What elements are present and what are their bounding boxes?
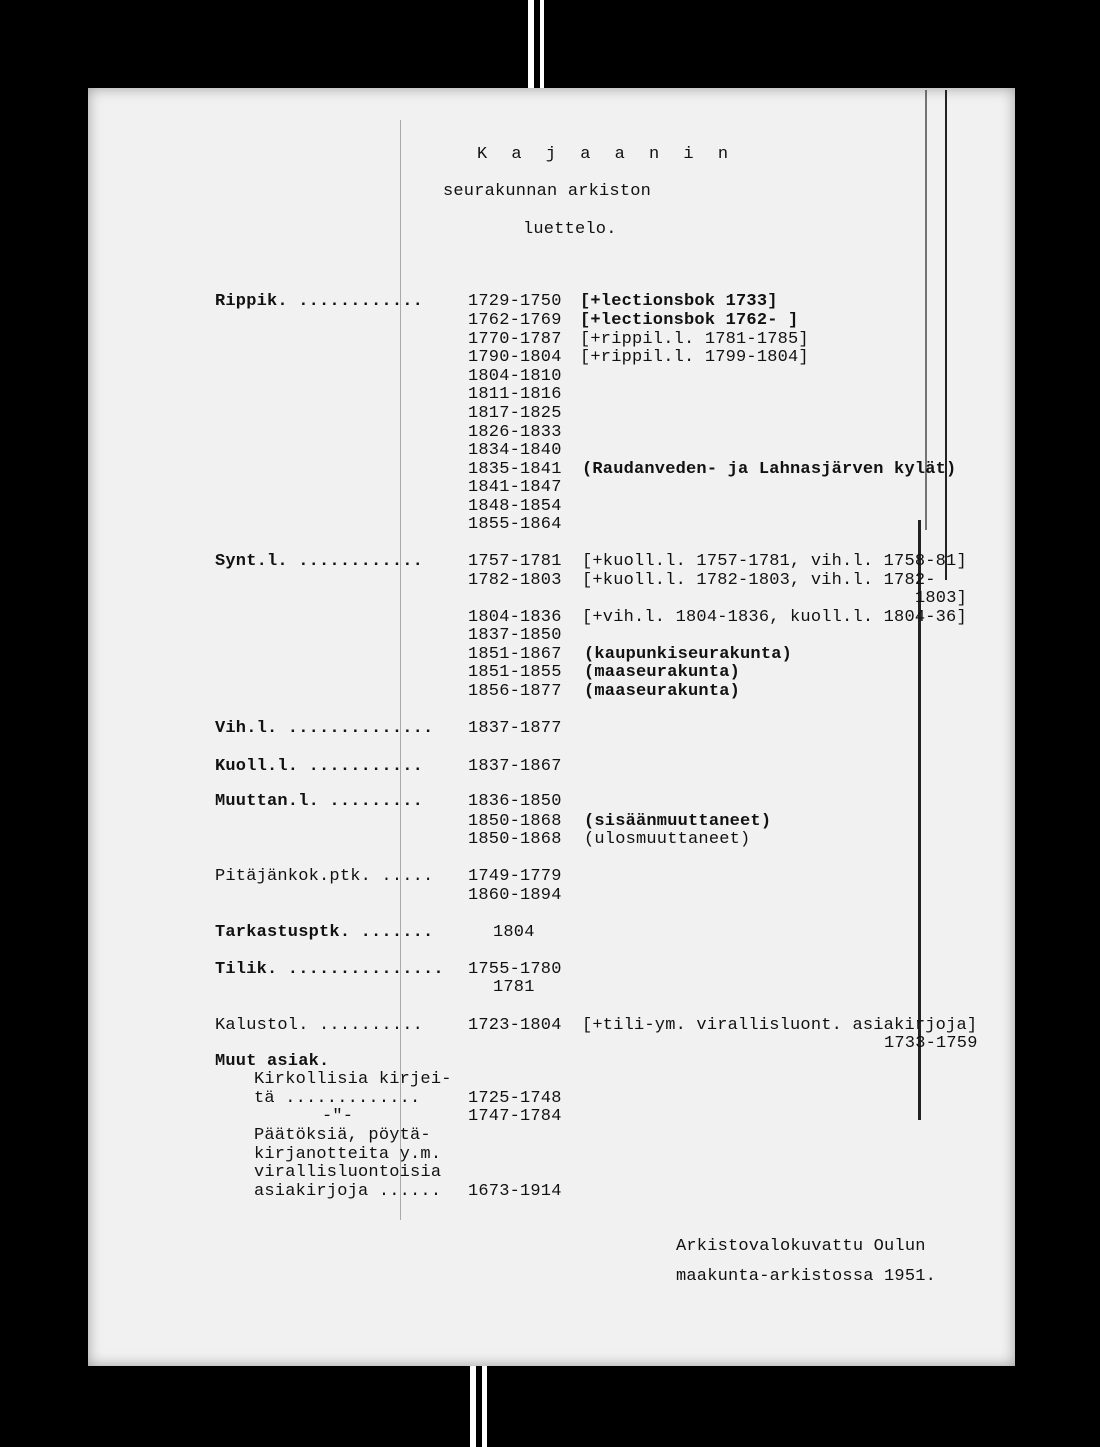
page-subtitle-2: luettelo. — [523, 220, 617, 239]
year-range: 1770-1787 — [468, 330, 562, 349]
year-range: 1804-1836 — [468, 608, 562, 627]
year-range: 1851-1867 — [468, 645, 562, 664]
entry-note: (sisäänmuuttaneet) — [584, 812, 772, 831]
sub-entry: kirjanotteita y.m. — [254, 1145, 442, 1164]
entry-note: 1803] — [915, 589, 968, 608]
year-range: 1835-1841 — [468, 460, 562, 479]
entry-note: (ulosmuuttaneet) — [584, 830, 751, 849]
year-range: 1757-1781 — [468, 552, 562, 571]
entry-label-muuttan: Muuttan.l. ......... — [215, 792, 424, 811]
year-range: 1837-1877 — [468, 719, 562, 738]
entry-label-rippik: Rippik. ............ — [215, 292, 424, 311]
year-range: 1723-1804 — [468, 1016, 562, 1035]
year-range: 1837-1867 — [468, 757, 562, 776]
entry-note: 1733-1759 — [884, 1034, 978, 1053]
page-subtitle: seurakunnan arkiston — [443, 182, 652, 201]
sub-entry: Päätöksiä, pöytä- — [254, 1126, 431, 1145]
film-mark-bottom — [470, 1366, 476, 1447]
year-range: 1817-1825 — [468, 404, 562, 423]
year-range: 1855-1864 — [468, 515, 562, 534]
year-range: 1850-1868 — [468, 812, 562, 831]
year-range: 1762-1769 — [468, 311, 562, 330]
year-range: 1851-1855 — [468, 663, 562, 682]
entry-note: (maaseurakunta) — [584, 682, 741, 701]
footer-line-2: maakunta-arkistossa 1951. — [676, 1267, 937, 1286]
sub-entry: Kirkollisia kirjei- — [254, 1070, 452, 1089]
entry-label-kuoll: Kuoll.l. ........... — [215, 757, 424, 776]
entry-note: [+kuoll.l. 1757-1781, vih.l. 1758-81] — [582, 552, 967, 571]
entry-note: [+kuoll.l. 1782-1803, vih.l. 1782- — [582, 571, 936, 590]
year-range: 1755-1780 — [468, 960, 562, 979]
year-range: 1782-1803 — [468, 571, 562, 590]
entry-label-muut: Muut asiak. — [215, 1052, 330, 1071]
sub-entry: asiakirjoja ...... — [254, 1182, 442, 1201]
film-mark-top-2 — [540, 0, 544, 90]
scan-line-3 — [400, 120, 401, 1220]
year-range: 1804-1810 — [468, 367, 562, 386]
entry-note: [+tili-ym. virallisluont. asiakirjoja] — [582, 1016, 978, 1035]
year-range: 1836-1850 — [468, 792, 562, 811]
entry-label-vih: Vih.l. .............. — [215, 719, 434, 738]
year-range: 1729-1750 — [468, 292, 562, 311]
scan-line-2 — [945, 90, 947, 580]
entry-note: (kaupunkiseurakunta) — [584, 645, 793, 664]
year-range: 1848-1854 — [468, 497, 562, 516]
entry-note: (maaseurakunta) — [584, 663, 741, 682]
year-range: 1749-1779 — [468, 867, 562, 886]
year-range: 1826-1833 — [468, 423, 562, 442]
entry-label-tilik: Tilik. ............... — [215, 960, 444, 979]
year-range: 1841-1847 — [468, 478, 562, 497]
entry-note: [+lectionsbok 1762- ] — [580, 311, 799, 330]
year-range: 1850-1868 — [468, 830, 562, 849]
entry-note: (Raudanveden- ja Lahnasjärven kylät) — [582, 460, 957, 479]
entry-label-pitajankok: Pitäjänkok.ptk. ..... — [215, 867, 434, 886]
year-range: 1834-1840 — [468, 441, 562, 460]
sub-entry: virallisluontoisia — [254, 1163, 442, 1182]
year-range: 1856-1877 — [468, 682, 562, 701]
year-range: 1781 — [493, 978, 535, 997]
film-mark-bottom-2 — [482, 1366, 487, 1447]
entry-note: [+vih.l. 1804-1836, kuoll.l. 1804-36] — [582, 608, 967, 627]
year-range: 1860-1894 — [468, 886, 562, 905]
entry-note: [+rippil.l. 1781-1785] — [580, 330, 809, 349]
page-title: K a j a a n i n — [477, 145, 736, 164]
footer-line: Arkistovalokuvattu Oulun — [676, 1237, 926, 1256]
entry-label-kalustol: Kalustol. .......... — [215, 1016, 424, 1035]
year-range: 1811-1816 — [468, 385, 562, 404]
year-range: 1837-1850 — [468, 626, 562, 645]
year-range: 1673-1914 — [468, 1182, 562, 1201]
entry-label-synt: Synt.l. ............ — [215, 552, 424, 571]
sub-entry: -"- — [322, 1107, 354, 1126]
year-range: 1725-1748 — [468, 1089, 562, 1108]
sub-entry: tä ............. — [254, 1089, 421, 1108]
year-range: 1747-1784 — [468, 1107, 562, 1126]
entry-label-tarkastus: Tarkastusptk. ....... — [215, 923, 434, 942]
year-range: 1790-1804 — [468, 348, 562, 367]
entry-note: [+rippil.l. 1799-1804] — [580, 348, 809, 367]
year-range: 1804 — [493, 923, 535, 942]
entry-note: [+lectionsbok 1733] — [580, 292, 778, 311]
film-mark-top — [528, 0, 534, 90]
